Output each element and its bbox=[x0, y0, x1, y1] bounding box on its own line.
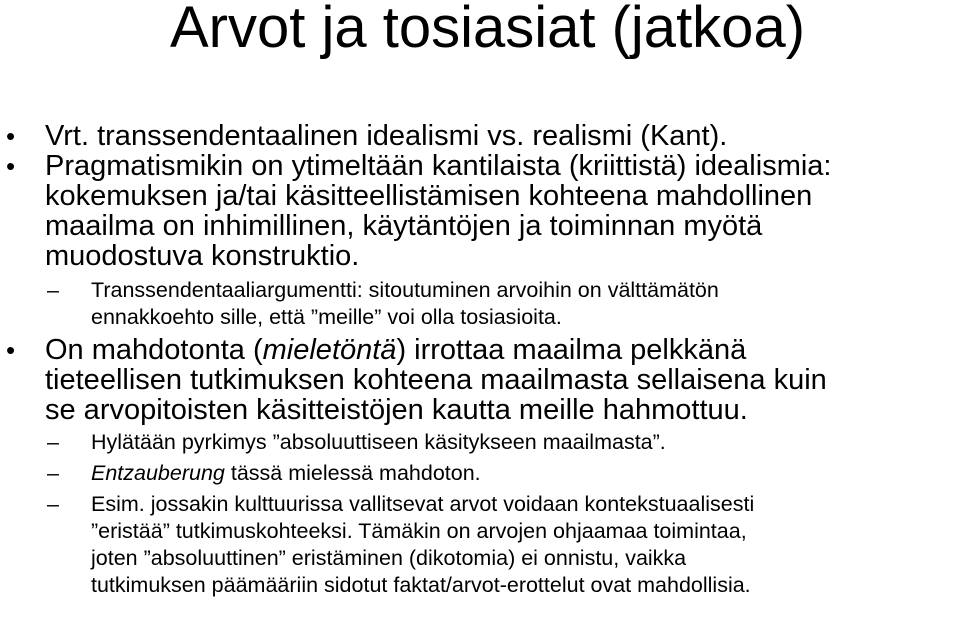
sub-bullet-line: Transsendentaaliargumentti: sitoutuminen arvoihin on välttämätön bbox=[91, 278, 719, 302]
sub-bullet-line: Esim. jossakin kulttuurissa vallitsevat arvot voidaan kontekstuaalisesti bbox=[91, 492, 755, 516]
sub-bullet-text: tässä mielessä mahdoton. bbox=[224, 461, 481, 485]
sub-bullet-example bbox=[0, 491, 960, 599]
dash-icon: – bbox=[47, 278, 59, 302]
sub-bullet-line: ennakkoehto sille, että ”meille” voi olla tosiasioita. bbox=[91, 305, 562, 329]
bullet-line: se arvopitoisten käsitteistöjen kautta meille hahmottuu. bbox=[45, 394, 748, 426]
bullet-list bbox=[0, 121, 960, 599]
italic-term: mieletöntä bbox=[262, 334, 397, 366]
sub-bullet-entzauberung bbox=[0, 460, 960, 487]
sub-bullet-line: joten ”absoluuttinen” eristäminen (dikotomia) ei onnistu, vaikka bbox=[91, 546, 687, 570]
sub-bullet-line: tutkimuksen päämääriin sidotut faktat/arvot-erottelut ovat mahdollisia. bbox=[91, 573, 751, 597]
bullet-icon: • bbox=[6, 121, 16, 151]
bullet-line: Pragmatismikin on ytimeltään kantilaista (kriittistä) idealismia: bbox=[45, 150, 832, 182]
bullet-item-impossible bbox=[0, 335, 960, 425]
dash-icon: – bbox=[47, 430, 59, 454]
bullet-line: maailma on inhimillinen, käytäntöjen ja toiminnan myötä bbox=[45, 210, 763, 242]
text-run: ) irrottaa maailma pelkkänä bbox=[396, 334, 747, 366]
bullet-text: Vrt. transsendentaalinen idealismi vs. realismi (Kant). bbox=[45, 120, 728, 152]
bullet-item-pragmatism bbox=[0, 151, 960, 271]
sub-bullet-line: ”eristää” tutkimuskohteeksi. Tämäkin on arvojen ohjaamaa toimintaa, bbox=[91, 519, 747, 543]
bullet-item-kant bbox=[0, 121, 960, 151]
sub-bullet-absolute-conception bbox=[0, 429, 960, 456]
sub-bullet-text: Hylätään pyrkimys ”absoluuttiseen käsitykseen maailmasta”. bbox=[91, 430, 666, 454]
bullet-line: kokemuksen ja/tai käsitteellistämisen kohteena mahdollinen bbox=[45, 180, 813, 212]
bullet-icon: • bbox=[6, 151, 16, 181]
bullet-line: muodostuva konstruktio. bbox=[45, 240, 360, 272]
dash-icon: – bbox=[47, 461, 59, 485]
dash-icon: – bbox=[47, 492, 59, 516]
text-run: On mahdotonta ( bbox=[45, 334, 263, 366]
slide-title: Arvot ja tosiasiat (jatkoa) bbox=[169, 0, 806, 60]
sub-bullet-transcendental-argument bbox=[0, 277, 960, 331]
bullet-line: tieteellisen tutkimuksen kohteena maailmasta sellaisena kuin bbox=[45, 364, 827, 396]
bullet-line bbox=[45, 335, 960, 365]
bullet-icon: • bbox=[6, 335, 16, 365]
italic-term: Entzauberung bbox=[91, 461, 225, 485]
